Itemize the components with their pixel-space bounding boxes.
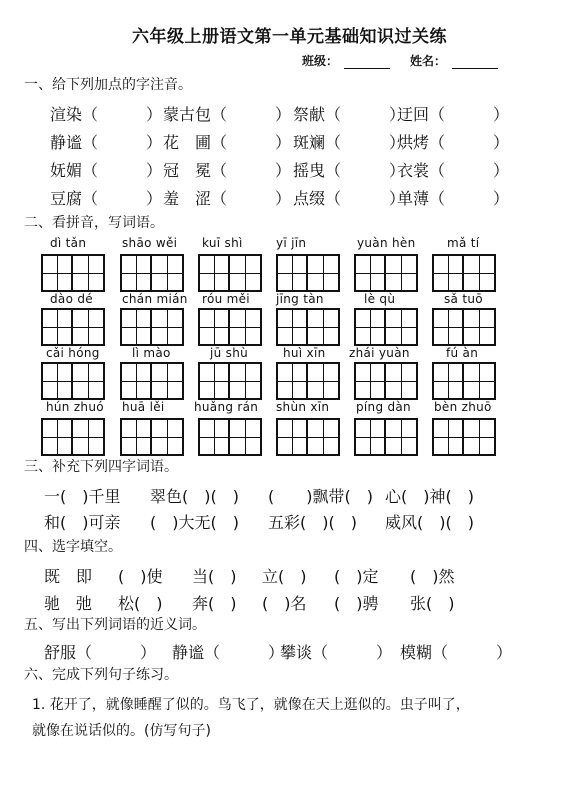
writing-boxes[interactable] (354, 362, 418, 400)
writing-boxes[interactable] (198, 418, 262, 456)
synonym-item[interactable]: 攀谈（ ） (280, 643, 393, 662)
section2-heading: 二、看拼音，写词语。 (24, 215, 164, 231)
fill-item[interactable]: 松( ) (118, 594, 163, 613)
section4-heading: 四、选字填空。 (24, 539, 122, 555)
pinyin-label: jīng tàn (276, 292, 324, 306)
writing-boxes[interactable] (41, 362, 105, 400)
fill-item[interactable]: 张( ) (410, 594, 455, 613)
name-blank[interactable] (452, 56, 498, 69)
pinyin-label: shùn xīn (276, 400, 330, 414)
writing-boxes[interactable] (354, 308, 418, 346)
page-title: 六年级上册语文第一单元基础知识过关练 (132, 27, 447, 47)
idiom-item[interactable]: 心( )神( ) (385, 487, 474, 506)
writing-boxes[interactable] (432, 254, 496, 292)
fill-item[interactable]: ( )定 (334, 567, 379, 586)
class-field[interactable] (302, 52, 390, 69)
pinyin-item[interactable]: 斑斓（ ） (293, 133, 406, 152)
pinyin-label: píng dàn (356, 400, 411, 414)
idiom-item[interactable]: 五彩( )( ) (268, 513, 357, 532)
section1-heading: 一、给下列加点的字注音。 (24, 77, 192, 93)
pinyin-item[interactable]: 衣裳（ ） (397, 161, 510, 180)
pinyin-item[interactable]: 单薄（ ） (397, 189, 510, 208)
pinyin-item[interactable]: 迂回（ ） (397, 105, 510, 124)
pinyin-item[interactable]: 摇曳（ ） (293, 161, 406, 180)
fill-item[interactable]: ( )使 (118, 567, 163, 586)
pinyin-label: yī jīn (276, 236, 307, 250)
writing-boxes[interactable] (198, 254, 262, 292)
sentence-line-1: 1. 花开了，就像睡醒了似的。鸟飞了，就像在天上逛似的。虫子叫了， (32, 697, 470, 713)
fill-item[interactable]: 当( ) (192, 567, 237, 586)
fill-item[interactable]: ( )骋 (334, 594, 379, 613)
class-blank[interactable] (344, 56, 390, 69)
writing-boxes[interactable] (276, 418, 340, 456)
pinyin-label: zhái yuàn (349, 346, 410, 360)
writing-boxes[interactable] (432, 418, 496, 456)
pinyin-item[interactable]: 羞 涩（ ） (163, 189, 292, 208)
pinyin-label: huā lěi (122, 400, 165, 414)
writing-boxes[interactable] (120, 308, 184, 346)
pinyin-label: lì mào (132, 346, 171, 360)
writing-boxes[interactable] (354, 418, 418, 456)
idiom-item[interactable]: ( )大无( ) (150, 513, 239, 532)
section3-heading: 三、补充下列四字词语。 (24, 459, 178, 475)
pinyin-label: chán mián (122, 292, 188, 306)
pinyin-label: yuàn hèn (357, 236, 416, 250)
writing-boxes[interactable] (120, 254, 184, 292)
pinyin-item[interactable]: 静谧（ ） (50, 133, 163, 152)
writing-boxes[interactable] (120, 418, 184, 456)
writing-boxes[interactable] (120, 362, 184, 400)
pinyin-label: fú àn (446, 346, 479, 360)
pinyin-label: dì tǎn (50, 236, 87, 250)
writing-boxes[interactable] (276, 254, 340, 292)
pinyin-label: sǎ tuō (444, 292, 483, 306)
char-pair: 既 即 (44, 567, 93, 586)
section6-heading: 六、完成下列句子练习。 (24, 667, 178, 683)
writing-boxes[interactable] (41, 254, 105, 292)
idiom-item[interactable]: 翠色( )( ) (150, 487, 239, 506)
fill-item[interactable]: 立( ) (262, 567, 307, 586)
writing-boxes[interactable] (432, 362, 496, 400)
pinyin-item[interactable]: 豆腐（ ） (50, 189, 163, 208)
fill-item[interactable]: ( )名 (262, 594, 307, 613)
pinyin-label: dào dé (50, 292, 93, 306)
pinyin-label: shāo wěi (122, 236, 178, 250)
pinyin-item[interactable]: 花 圃（ ） (163, 133, 292, 152)
writing-boxes[interactable] (198, 362, 262, 400)
pinyin-item[interactable]: 妩媚（ ） (50, 161, 163, 180)
pinyin-item[interactable]: 冠 冕（ ） (163, 161, 292, 180)
writing-boxes[interactable] (276, 308, 340, 346)
pinyin-item[interactable]: 烘烤（ ） (397, 133, 510, 152)
char-pair: 驰 弛 (44, 594, 93, 613)
pinyin-item[interactable]: 蒙古包（ ） (163, 105, 292, 124)
synonym-item[interactable]: 舒服（ ） (44, 643, 157, 662)
fill-item[interactable]: 奔( ) (192, 594, 237, 613)
writing-boxes[interactable] (41, 418, 105, 456)
pinyin-item[interactable]: 祭献（ ） (293, 105, 406, 124)
synonym-item[interactable]: 模糊（ ） (400, 643, 513, 662)
pinyin-label: mǎ tí (447, 236, 480, 250)
pinyin-label: huǎng rán (194, 400, 259, 414)
name-label: 姓名： (410, 54, 447, 68)
pinyin-label: hún zhuó (46, 400, 104, 414)
idiom-item[interactable]: 威风( )( ) (385, 513, 474, 532)
writing-boxes[interactable] (354, 254, 418, 292)
idiom-item[interactable]: ( )飘带( ) (268, 487, 373, 506)
writing-boxes[interactable] (432, 308, 496, 346)
class-label: 班级： (302, 54, 339, 68)
pinyin-label: huì xīn (283, 346, 326, 360)
pinyin-label: bèn zhuō (434, 400, 492, 414)
sentence-line-2: 就像在说话似的。(仿写句子) (32, 723, 211, 739)
pinyin-item[interactable]: 渲染（ ） (50, 105, 163, 124)
idiom-item[interactable]: 一( )千里 (44, 487, 121, 506)
pinyin-label: lè qù (364, 292, 396, 306)
writing-boxes[interactable] (198, 308, 262, 346)
writing-boxes[interactable] (276, 362, 340, 400)
pinyin-label: kuī shì (202, 236, 243, 250)
idiom-item[interactable]: 和( )可亲 (44, 513, 121, 532)
writing-boxes[interactable] (41, 308, 105, 346)
pinyin-label: róu měi (202, 292, 250, 306)
pinyin-label: cǎi hóng (46, 346, 100, 360)
fill-item[interactable]: ( )然 (410, 567, 455, 586)
pinyin-label: jū shù (210, 346, 249, 360)
section5-heading: 五、写出下列词语的近义词。 (24, 617, 206, 633)
synonym-item[interactable]: 静谧（ ） (172, 643, 285, 662)
pinyin-item[interactable]: 点缀（ ） (293, 189, 406, 208)
name-field[interactable] (410, 52, 498, 69)
